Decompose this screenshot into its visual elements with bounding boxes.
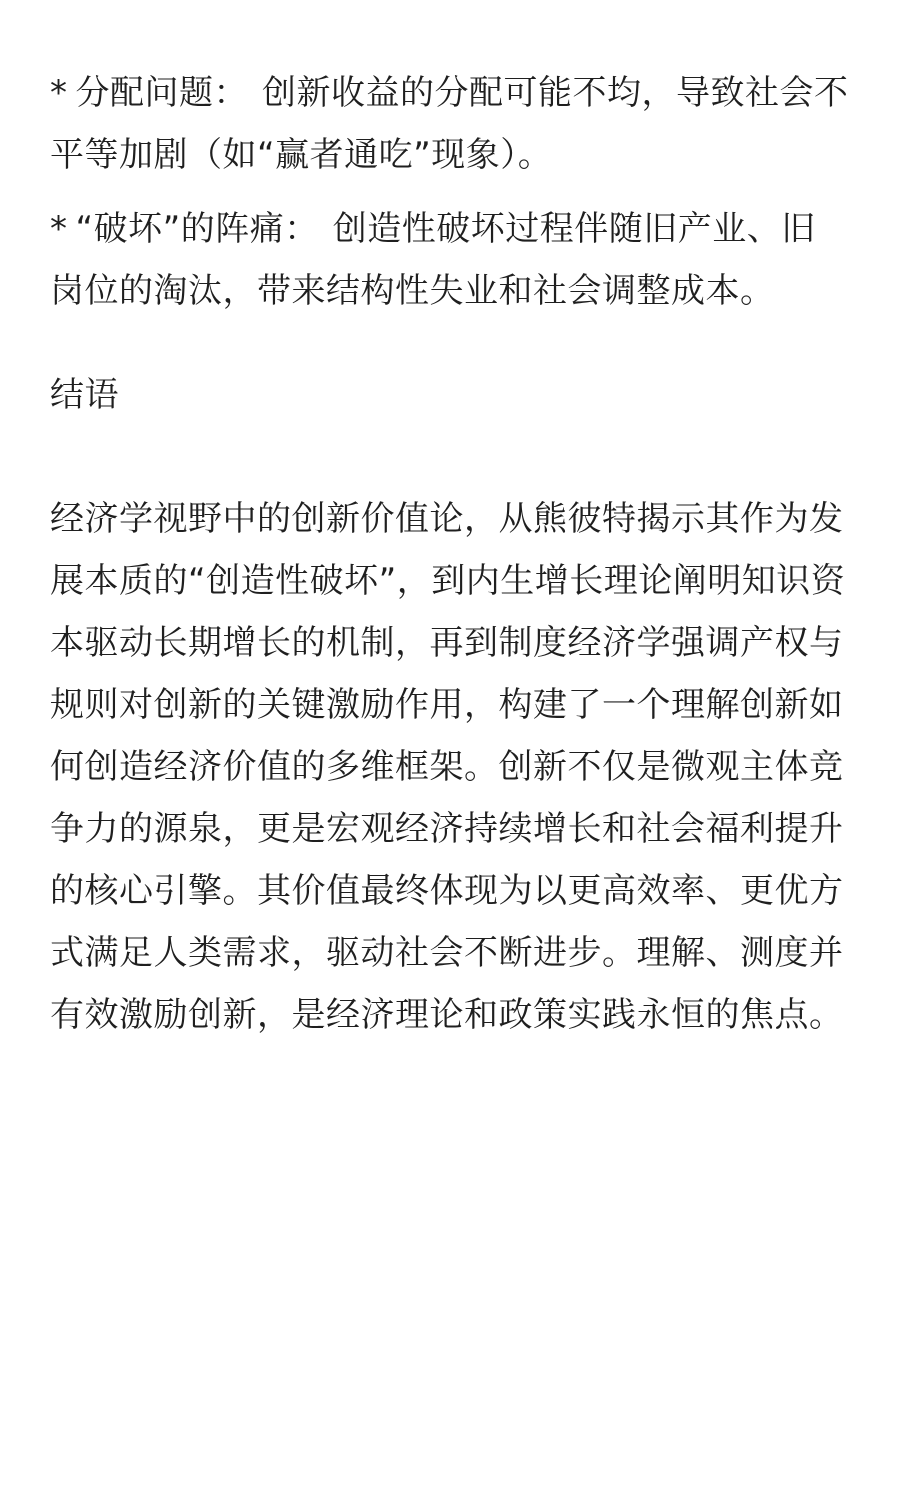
bullet-text: 创新收益的分配可能不均，导致社会不平等加剧（如“赢者通吃”现象）。 — [50, 73, 849, 175]
bullet-text: 创造性破坏过程伴随旧产业、旧岗位的淘汰，带来结构性失业和社会调整成本。 — [50, 209, 816, 311]
bullet-label: “破坏”的阵痛： — [75, 209, 319, 249]
bullet-marker: * — [50, 73, 68, 113]
bullet-distribution — [50, 62, 850, 186]
bullet-destruction-pain — [50, 198, 850, 322]
section-heading: 结语 — [50, 375, 119, 415]
conclusion-paragraph: 经济学视野中的创新价值论，从熊彼特揭示其作为发展本质的“创造性破坏”，到内生增长理论阐明知识资本驱动长期增长的机制，再到制度经济学强调产权与规则对创新的关键激励作用，构建了一个理解创新如何创造经济价值的多维框架。创新不仅是微观主体竞争力的源泉，更是宏观经济持续增长和社会福利提升的核心引擎。其价值最终体现为以更高效率、更优方式满足人类需求，驱动社会不断进步。理解、测度并有效激励创新，是经济理论和政策实践永恒的焦点。 — [50, 499, 846, 1035]
bullet-marker: * — [50, 209, 68, 249]
bullet-label: 分配问题： — [75, 73, 248, 113]
document-content — [50, 62, 850, 1046]
